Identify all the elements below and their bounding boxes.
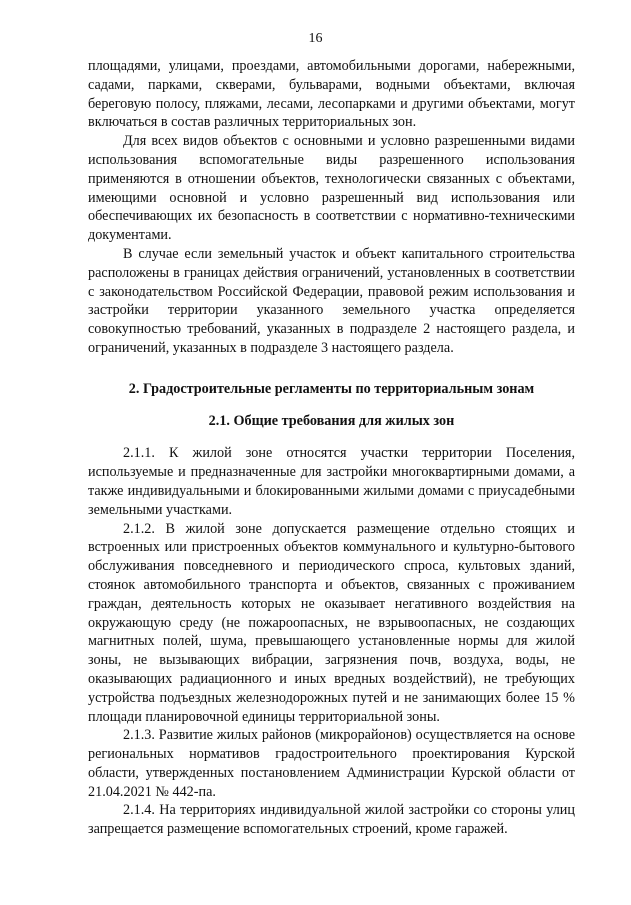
clause-2-1-1: 2.1.1. К жилой зоне относятся участки территории Поселения, используемые и предназначенные для застройки многоквартирными домами, а также индивидуальными и блокированными жилыми домами с приусадебными земельными участками. (88, 445, 575, 518)
document-body (88, 57, 575, 839)
clause-2-1-2: 2.1.2. В жилой зоне допускается размещение отдельно стоящих и встроенных или пристроенных объектов коммунального и культурно-бытового обслуживания повседневного и периодического спроса, культовых зданий, стоянок автомобильного транспорта и объектов, связанных с проживанием граждан, деятельность которых не оказывает негативного воздействия на окружающую среду (не пожароопасных, не взрывоопасных, не создающих магнитных полей, шума, превышающего установленные нормы для жилой зоны, не вызывающих вибрации, загрязнения почв, воздуха, воды, не оказывающих радиационного и иных вредных воздействий), не требующих устройства подъездных железнодорожных путей и не занимающих более 15 % площади планировочной единицы территориальной зоны. (88, 520, 575, 725)
clause-2-1-3: 2.1.3. Развитие жилых районов (микрорайонов) осуществляется на основе региональных нормативов градостроительного проектирования Курской области, утвержденных постановлением Администрации Курской области от 21.04.2021 № 442-па. (88, 727, 575, 800)
paragraph-restrictions: В случае если земельный участок и объект капитального строительства расположены в границах действия ограничений, установленных в соответствии с законодательством Российской Федерации, правовой режим использования и застройки территории указанного земельного участка определяется совокупностью требований, указанных в подразделе 2 настоящего раздела, и ограничений, указанных в подразделе 3 настоящего раздела. (88, 245, 575, 356)
clause-2-1-4: 2.1.4. На территориях индивидуальной жилой застройки со стороны улиц запрещается размещение вспомогательных строений, кроме гаражей. (88, 802, 575, 838)
paragraph-continuation: площадями, улицами, проездами, автомобильными дорогами, набережными, садами, парками, скверами, бульварами, водными объектами, включая береговую полосу, пляжами, лесами, лесопарками и другими объектами, могут включаться в состав различных территориальных зон. (88, 58, 575, 131)
paragraph-auxiliary-uses: Для всех видов объектов с основными и условно разрешенными видами использования вспомогательные виды разрешенного использования применяются в отношении объектов, технологически связанных с объектами, имеющими основной и условно разрешенный вид использования или обеспечивающих их безопасность в соответствии с нормативно-техническими документами. (88, 133, 575, 244)
page-number: 16 (308, 31, 323, 46)
subsection-heading: 2.1. Общие требования для жилых зон (208, 412, 455, 429)
section-heading: 2. Градостроительные регламенты по территориальным зонам (128, 380, 535, 397)
